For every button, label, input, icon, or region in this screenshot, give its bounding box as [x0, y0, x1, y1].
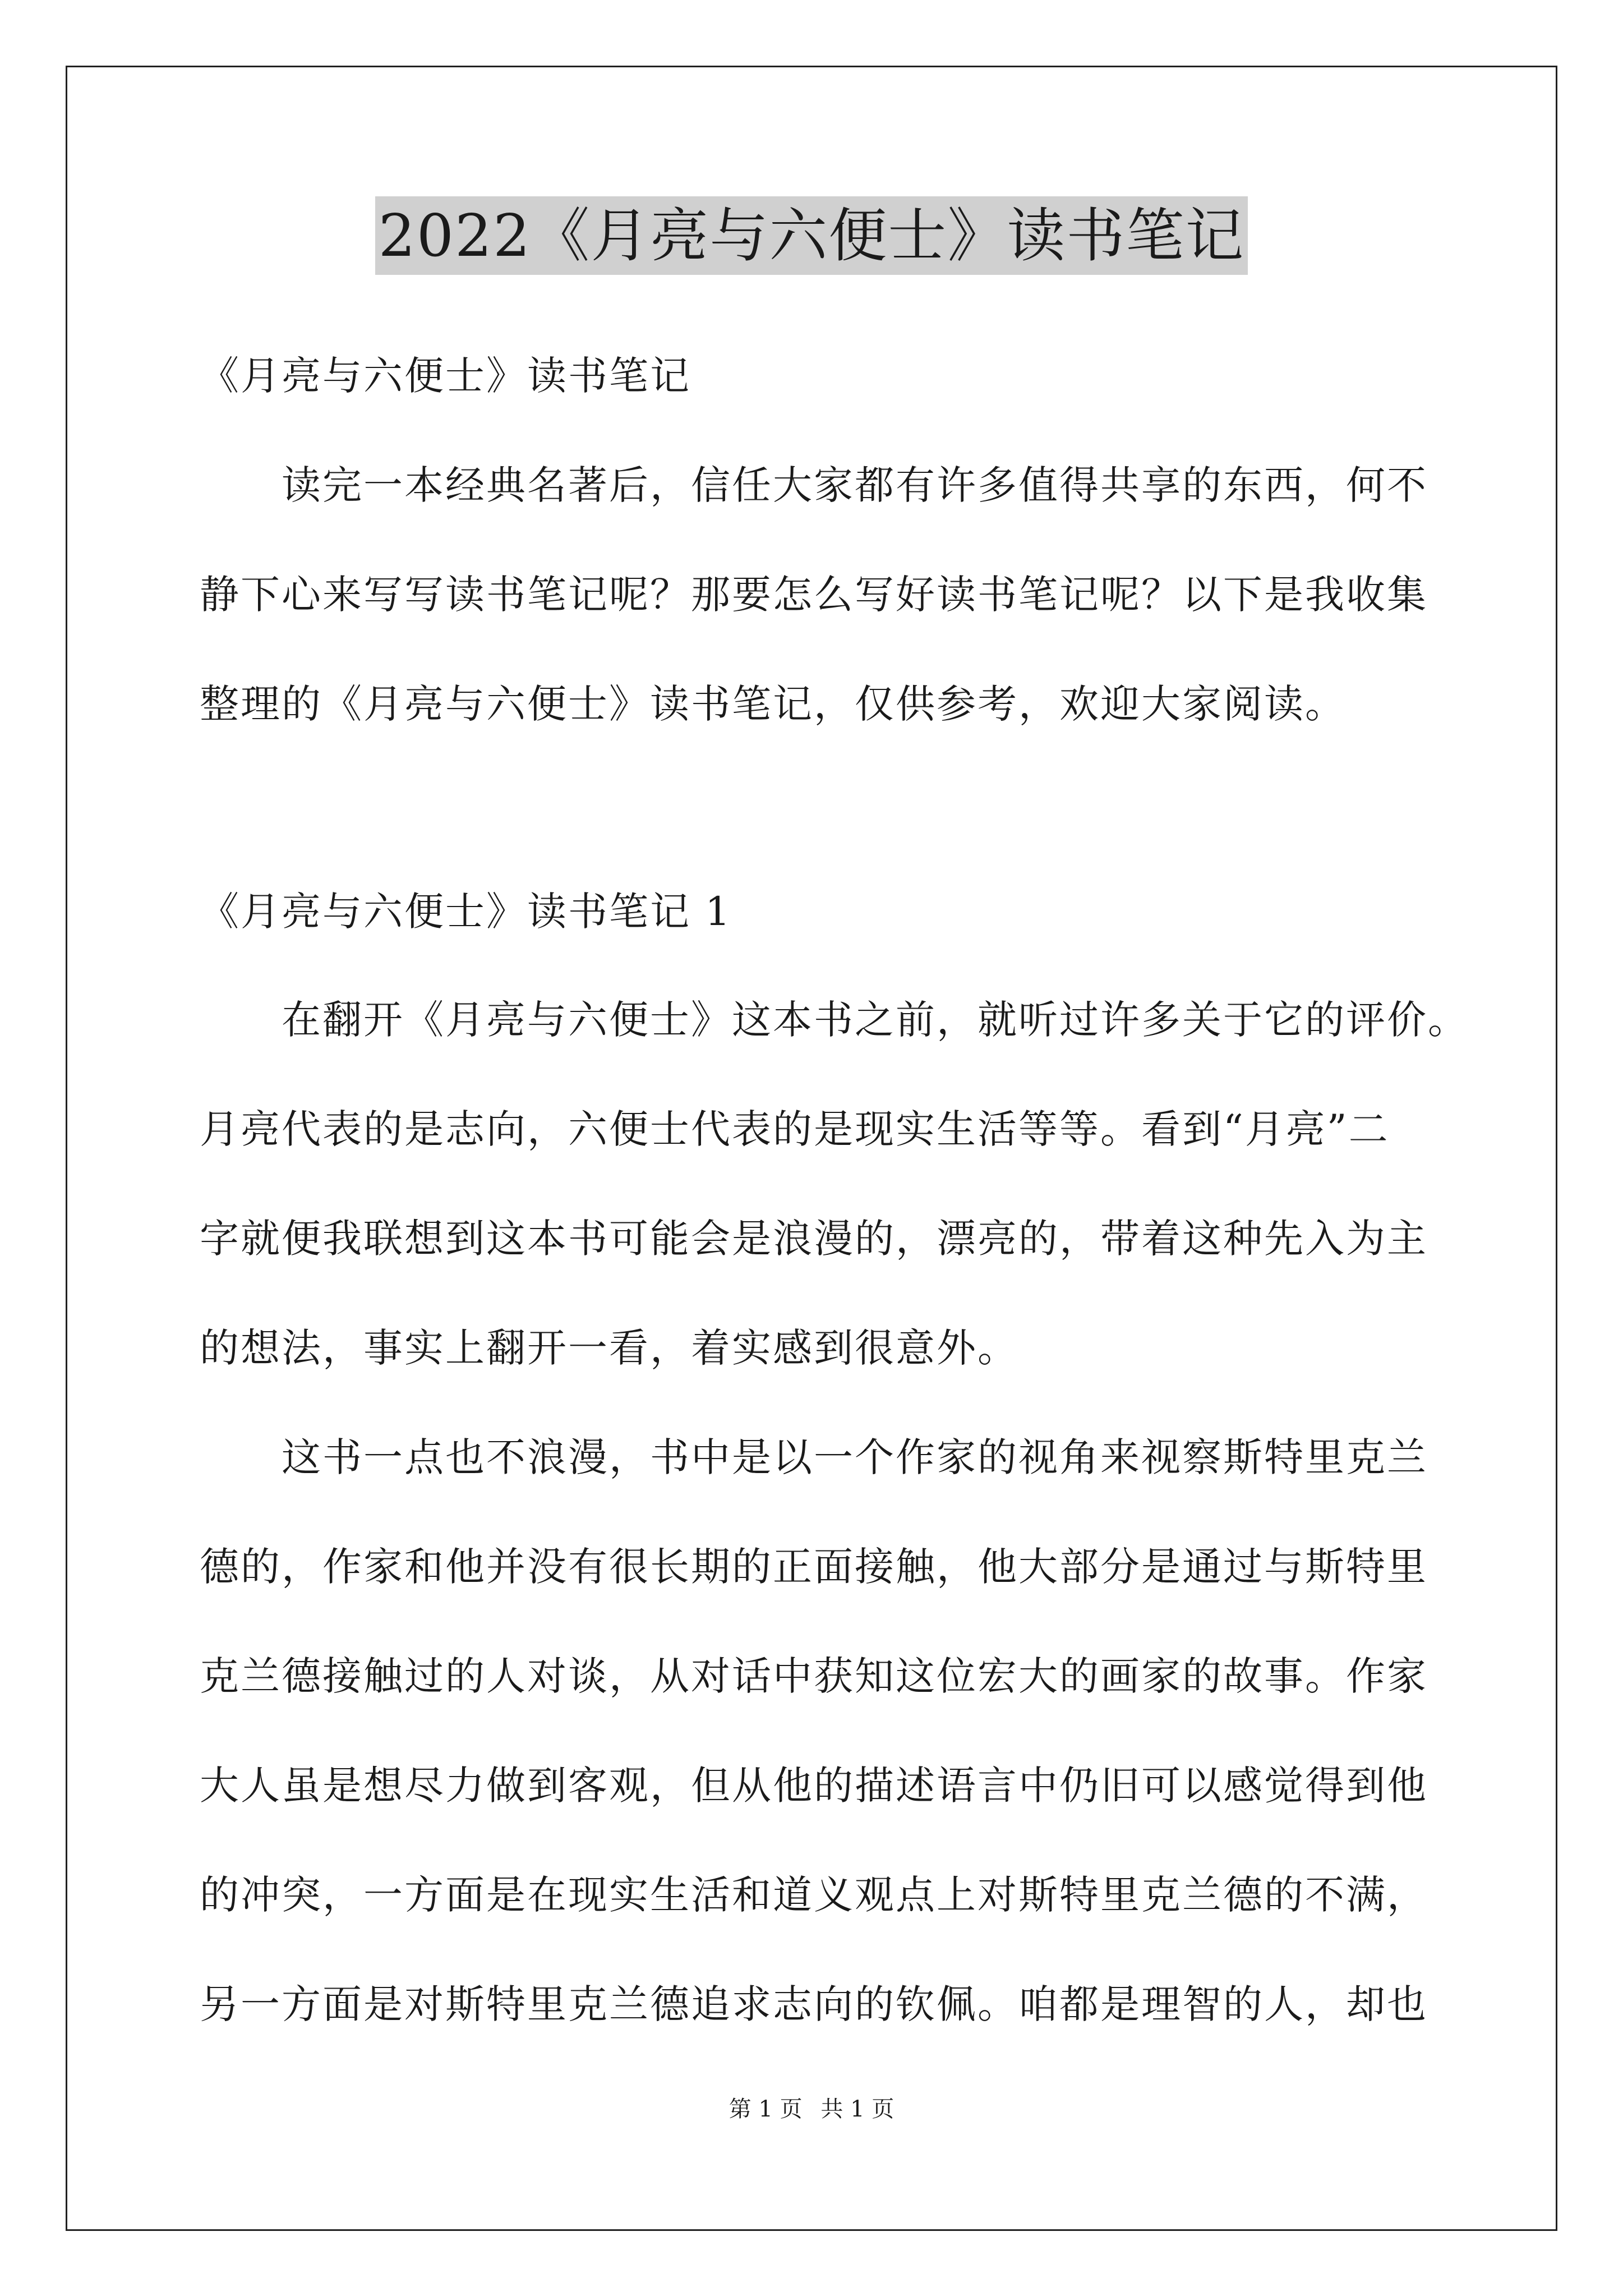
paragraph-line: 字就便我联想到这本书可能会是浪漫的，漂亮的，带着这种先入为主: [200, 1216, 1428, 1262]
intro-line: 读完一本经典名著后，信任大家都有许多值得共享的东西，何不: [282, 462, 1428, 508]
document-title: 2022《月亮与六便士》读书笔记: [375, 196, 1248, 275]
paragraph-line: 另一方面是对斯特里克兰德追求志向的钦佩。咱都是理智的人，却也: [200, 1981, 1428, 2027]
paragraph-line: 月亮代表的是志向，六便士代表的是现实生活等等。看到“月亮”二: [200, 1106, 1390, 1152]
subtitle: 《月亮与六便士》读书笔记: [200, 353, 691, 399]
intro-line: 静下心来写写读书笔记呢？那要怎么写好读书笔记呢？以下是我收集: [200, 572, 1428, 618]
intro-line: 整理的《月亮与六便士》读书笔记，仅供参考，欢迎大家阅读。: [200, 681, 1346, 727]
paragraph-line: 大人虽是想尽力做到客观，但从他的描述语言中仍旧可以感觉得到他: [200, 1763, 1428, 1809]
section-heading: 《月亮与六便士》读书笔记 1: [200, 889, 732, 935]
paragraph-line: 这书一点也不浪漫，书中是以一个作家的视角来视察斯特里克兰: [282, 1434, 1428, 1480]
title-container: [0, 196, 1623, 275]
paragraph-line: 在翻开《月亮与六便士》这本书之前，就听过许多关于它的评价。: [282, 997, 1469, 1043]
page-footer: [0, 2092, 1623, 2126]
paragraph-line: 的冲突，一方面是在现实生活和道义观点上对斯特里克兰德的不满，: [200, 1872, 1428, 1918]
page-total: 共 1 页: [820, 2096, 895, 2122]
paragraph-line: 克兰德接触过的人对谈，从对话中获知这位宏大的画家的故事。作家: [200, 1653, 1428, 1699]
page-number: 第 1 页: [728, 2096, 803, 2122]
paragraph-line: 德的，作家和他并没有很长期的正面接触，他大部分是通过与斯特里: [200, 1544, 1428, 1590]
paragraph-line: 的想法，事实上翻开一看，着实感到很意外。: [200, 1325, 1018, 1371]
